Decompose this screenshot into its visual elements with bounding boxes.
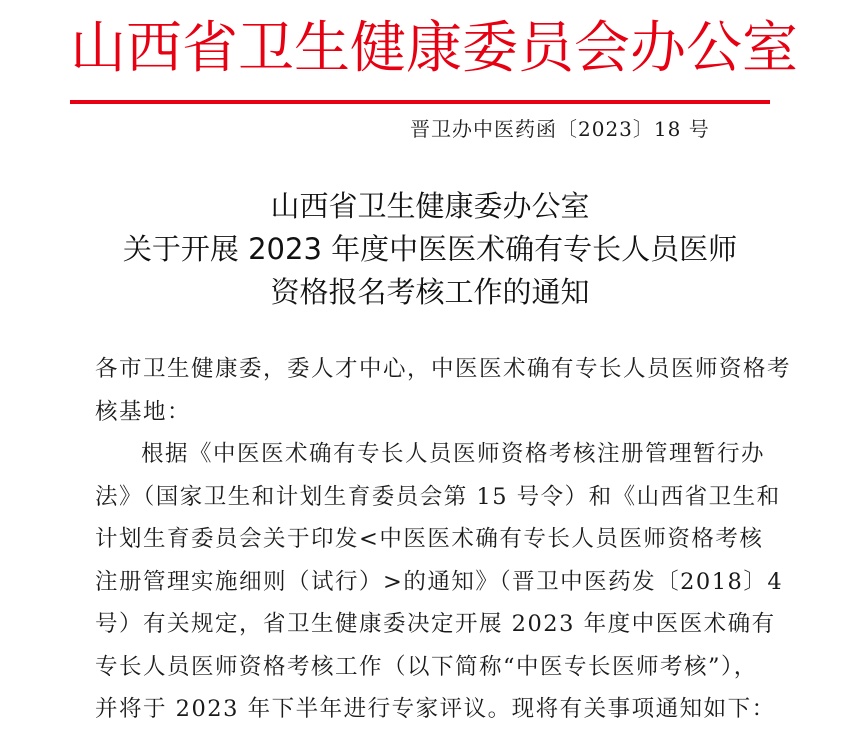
paragraph-line-2: 法》（国家卫生和计划生育委员会第 15 号令）和《山西省卫生和 bbox=[95, 483, 781, 510]
paragraph-line-1: 根据《中医医术确有专长人员医师资格考核注册管理暂行办 bbox=[141, 441, 766, 467]
masthead-title: 山西省卫生健康委员会办公室 bbox=[70, 16, 798, 81]
salutation-line-1: 各市卫生健康委，委人才中心，中医医术确有专长人员医师资格考 bbox=[95, 356, 792, 382]
paragraph-line-5: 号）有关规定，省卫生健康委决定开展 2023 年度中医医术确有 bbox=[95, 611, 776, 637]
paragraph-line-4: 注册管理实施细则（试行）>的通知》（晋卫中医药发〔2018〕4 bbox=[95, 568, 784, 595]
title-line-3: 资格报名考核工作的通知 bbox=[270, 275, 590, 309]
document-number: 晋卫办中医药函〔2023〕18 号 bbox=[410, 117, 710, 141]
title-line-2: 关于开展 2023 年度中医医术确有专长人员医师 bbox=[122, 232, 738, 266]
paragraph-line-7: 并将于 2023 年下半年进行专家评议。现将有关事项通知如下： bbox=[95, 696, 776, 722]
notice-title bbox=[70, 185, 790, 314]
paragraph-line-3: 计划生育委员会关于印发<中医医术确有专长人员医师资格考核 bbox=[95, 526, 764, 552]
paragraph-line-6: 专长人员医师资格考核工作（以下简称“中医专长医师考核”）， bbox=[95, 653, 758, 680]
notice-body bbox=[95, 348, 790, 731]
salutation-line-2: 核基地： bbox=[95, 398, 192, 425]
masthead-red-rule bbox=[70, 100, 770, 104]
title-line-1: 山西省卫生健康委办公室 bbox=[270, 189, 590, 223]
